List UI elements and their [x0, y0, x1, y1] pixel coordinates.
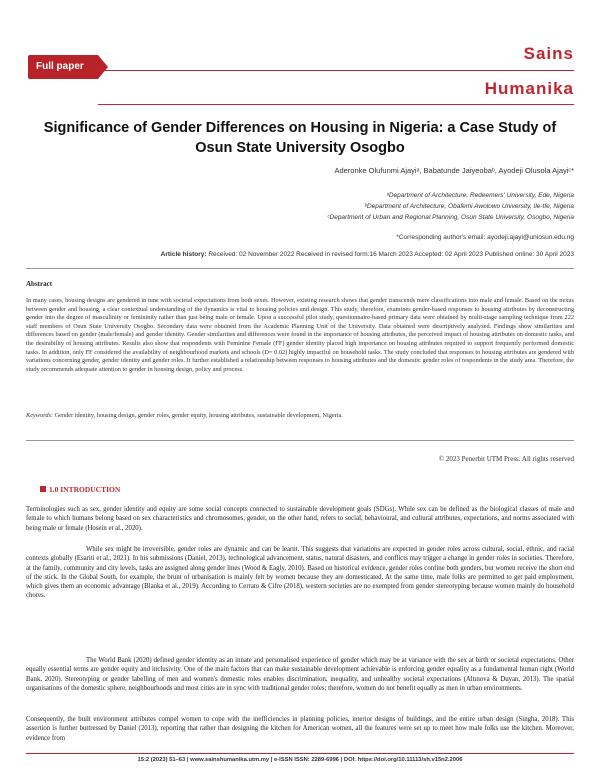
abstract-heading: Abstract	[26, 280, 53, 288]
section-number: 1.0	[49, 485, 59, 494]
article-history	[161, 251, 574, 258]
divider	[26, 268, 574, 269]
paragraph: Terminologies such as sex, gender identity and equity are some social concepts connected to sustainable development goals (SDGs). While sex can be defined as the biological classes of male and female to which humans belong based on sex characteristics and chromosomes, gender, on the other hand, refers to social, behavioural, and cultural attributes, expectations, and norms associated with being male or female (Hosein et al., 2020).	[26, 506, 574, 532]
abstract-text: In many cases, housing designs are gendered in tune with societal expectations from both sexes. However, existing research shows that gender transcends mere classifications into male and female. Based on the nexus between gender and housing, a clear contextual understanding of the dynamics is vital to housing policies and design. This study, therefore, examines gender-based responses to housing attributes by deconstructing gender into the degree of masculinity or femininity rather than just being male or female. Upon a successful pilot study, questionnaire-based primary data were obtained by multi-stage sampling technique from 222 staff members of Osun State University Osogbo. Secondary data were obtained from the Academic Planning Unit of the University. Data obtained were descriptively analysed. Findings show similarities and differences based on gender (male/female) and gender identity. Gender similarities and differences were found in the importance of housing attributes, the perceived impact of housing attributes on domestic tasks, and the desirability of housing attributes. Results also show that respondents with Feminine Female (FF) gender identity placed high importance on housing attributes required to support frequently performed domestic tasks. In addition, only FF considered the availability of neighbourhood markets and schools (D= 0.02) highly impactful on household tasks. The study concluded that responses to housing attributes are gendered with variations concerning gender, gender identity and gender roles. It further established a relationship between responses to housing attributes and the domestic gender roles of respondents in the study area. Therefore, the study recommends adequate attention to gender in housing design, policy and process.	[26, 297, 574, 373]
paragraph: The World Bank (2020) defined gender identity as an innate and personalised experience of gender which may be at variance with the sex at birth or societal expectations. Other equally essential terms are gender equity and inclusivity. One of the main factors that can make sustainable development achievable is enforcing gender equality as a fundamental human right (World Bank, 2020). Stereotyping or gender labelling of men and women's domestic roles enables discrimination, inequality, and unhealthy societal expectations (Altınova & Duyan, 2013). The spatial organisations of the domestic sphere, neighbourhoods and most cities are in sync with traditional gender roles; therefore, women do not benefit equally as men in urban environments.	[26, 657, 574, 692]
journal-brand-top: Sains	[523, 44, 574, 63]
divider	[26, 440, 574, 441]
journal-brand-bottom: Humanika	[484, 79, 574, 98]
footer: 15:2 (2023) 51–63 | www.sainshumanika.utm.my | e-ISSN ISSN: 2289-6996 | DOI: https://doi.org/10.11113/sh.v15n2.2006	[137, 757, 463, 763]
affiliation-c: ᶜDepartment of Urban and Regional Planning, Osun State University, Osogbo, Nigeria	[327, 214, 574, 221]
section-title: INTRODUCTION	[60, 485, 121, 494]
history-dates: Received: 02 November 2022 Received in revised form:16 March 2023 Accepted: 02 April 2023 Published online: 30 April 2023	[208, 251, 574, 258]
section-heading	[40, 485, 120, 494]
keywords-label: Keywords:	[26, 412, 54, 419]
footer-divider	[26, 753, 574, 754]
article-title: Significance of Gender Differences on Housing in Nigeria: a Case Study of Osun State University Osogbo	[43, 120, 557, 156]
brand-divider-bottom	[98, 104, 574, 105]
paragraph: While sex might be irreversible, gender roles are dynamic and can be learnt. This suggests that variations are expected in gender roles across cultural, social, ethnic, and racial contexts globally (Esariti et al., 2021). In his submissions (Daniel, 2013), technological advancement, status, natural disasters, and conflicts may trigger a change in gender roles in societies. Therefore, at the family, community and city levels, tasks are assigned along gender lines (Wood & Eagly, 2010). Based on historical evidence, gender roles confine both genders, but women receive the short end of the stick. In the Global South, for example, the brunt of urbanisation is mainly felt by women because they are domesticated. At the same time, male folks are permitted to get paid employment, which gives them an economic advantage (Blanka et al., 2019). According to Cerrato & Cifre (2018), western societies are no exempted from gender stereotyping because women mainly do household chores.	[26, 546, 574, 600]
section-bullet-icon	[40, 486, 46, 492]
copyright: © 2023 Penerbit UTM Press. All rights reserved	[438, 455, 574, 463]
keywords-list: Gender identity, housing design, gender roles, gender equity, housing attributes, sustainable development, Nigeria.	[53, 412, 343, 419]
paper-type-badge: Full paper	[28, 55, 98, 79]
paragraph: Consequently, the built environment attributes compel women to cope with the inefficiencies in planning policies, interior designs of buildings, and the entire urban design (Singha, 2018). This assertion is further buttressed by Daniel (2013), reporting that rather than designing the kitchen for American women, all the features were set up to meet how male folks use the kitchen. Moreover, evidence from	[26, 716, 574, 742]
history-label: Article history:	[160, 251, 207, 258]
author-list: Aderonke Olufunmi Ajayiᵃ, Babatunde Jaiyeobaᵇ, Ayodeji Olusola Ajayiᶜ*	[334, 166, 574, 175]
corresponding-author: *Corresponding author's email: ayodeji.ajayi@uniosun.edu.ng	[396, 234, 574, 241]
keywords	[26, 412, 574, 421]
brand-divider	[98, 70, 574, 71]
affiliation-a: ᵃDepartment of Architecture, Redeemers' University, Ede, Nigeria	[386, 192, 574, 199]
affiliation-b: ᵇDepartment of Architecture, Obafemi Awolowo University, Ile-Ife, Nigeria	[364, 203, 574, 210]
